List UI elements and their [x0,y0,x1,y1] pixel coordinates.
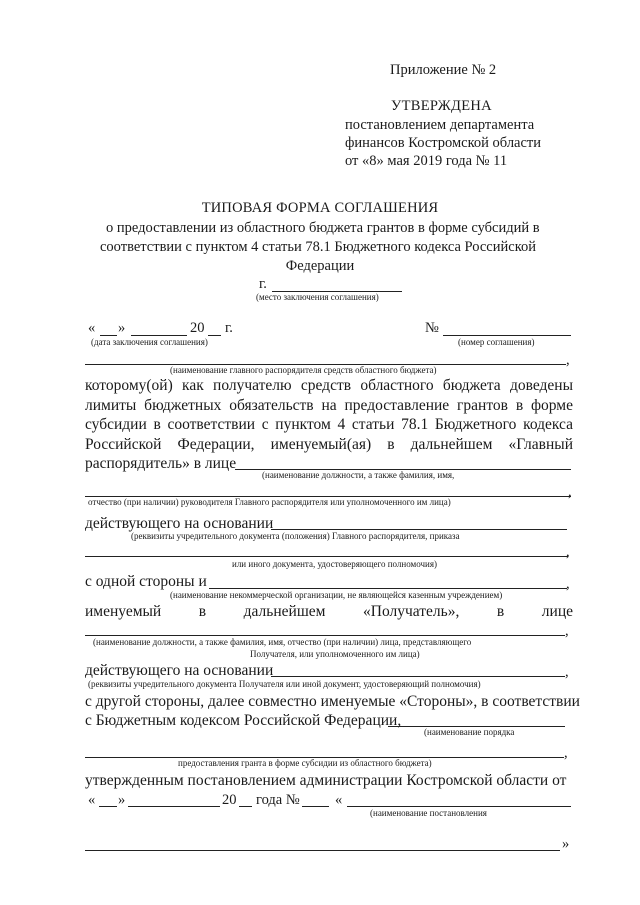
number-sign: № [425,320,439,336]
procedure-caption-2: предоставления гранта в форме субсидии из областного бюджета) [178,758,432,768]
approved-line-2: финансов Костромской области [345,135,542,151]
recipient-head-field[interactable] [85,635,565,636]
resolution-name-field[interactable] [347,806,571,807]
position-caption: (наименование должности, а также фамилия, имя, [262,470,455,480]
other-doc-caption: или иного документа, удостоверяющего полномочия) [232,559,437,569]
closing-quote: » [562,836,570,852]
comma: , [565,623,569,639]
number-caption: (номер соглашения) [458,337,535,347]
recipient-doc-caption: (реквизиты учредительного документа Получателя или иной документ, удостоверяющий полномочия) [88,679,481,689]
date-year-prefix: 20 [190,320,205,336]
date-day-field[interactable] [100,335,117,336]
date-open-quote: « [88,320,96,336]
last-year-prefix: 20 [222,792,237,808]
date-year-field[interactable] [208,335,221,336]
distributor-basis-field-2[interactable] [85,556,568,557]
comma: , [564,745,568,761]
paragraph-1-line-5: распорядитель» в лице [85,455,237,472]
form-title: ТИПОВАЯ ФОРМА СОГЛАШЕНИЯ [201,200,439,216]
approved-label: УТВЕРЖДЕНА [391,98,492,114]
appendix-label: Приложение № 2 [390,62,497,78]
date-caption: (дата заключения соглашения) [91,337,208,347]
acting-basis-label: действующего на основании [85,515,274,532]
other-side-line-1: с другой стороны, далее совместно именуемые «Стороны», в соответствии [85,693,580,710]
resolution-month-field[interactable] [128,806,220,807]
one-side-label: с одной стороны и [85,573,207,590]
title-line-3: Федерации [285,258,355,274]
comma: , [566,544,570,560]
named-recipient-row: именуемый в дальнейшем «Получатель», в лице [85,603,573,620]
patronymic-caption: отчество (при наличии) руководителя Главного распорядителя или уполномоченного им лица) [88,497,451,507]
date-month-field[interactable] [131,335,187,336]
comma: , [568,484,572,500]
resolution-number-field[interactable] [302,806,329,807]
recipient-basis-field[interactable] [271,676,565,677]
nko-name-field[interactable] [209,588,567,589]
last-open-quote: « [88,792,96,808]
date-year-suffix: г. [225,320,233,336]
place-caption: (место заключения соглашения) [256,292,379,302]
comma: , [566,352,570,368]
place-prefix: г. [259,276,267,292]
approved-line-1: постановлением департамента [345,117,535,133]
approved-by-line: утвержденным постановлением администрации Костромской области от [85,772,567,789]
distributor-caption: (наименование главного распорядителя средств областного бюджета) [170,365,437,375]
distributor-basis-field[interactable] [271,529,567,530]
comma: , [565,664,569,680]
title-line-1: о предоставлении из областного бюджета грантов в форме субсидий в [106,220,540,236]
title-line-2: соответствии с пунктом 4 статьи 78.1 Бюджетного кодекса Российской [100,239,537,255]
founding-doc-caption: (реквизиты учредительного документа (положения) Главного распорядителя, приказа [131,531,460,541]
last-year-number: года № [256,792,300,808]
agreement-number-field[interactable] [443,335,571,336]
resolution-day-field[interactable] [99,806,117,807]
paragraph-1-line-4: Российской Федерации, именуемый(ая) в дальнейшем «Главный [85,436,573,453]
paragraph-1-line-3: субсидии в соответствии с пунктом 4 статьи 78.1 Бюджетного кодекса [85,416,573,433]
paragraph-1-line-1: которому(ой) как получателю средств областного бюджета доведены [85,377,573,394]
resolution-open-quote: « [335,792,343,808]
nko-caption: (наименование некоммерческой организации, не являющейся казенным учреждением) [170,590,503,600]
acting-basis-label-2: действующего на основании [85,662,274,679]
procedure-caption-1: (наименование порядка [424,727,515,737]
resolution-caption: (наименование постановления [370,808,487,818]
approved-line-3: от «8» мая 2019 года № 11 [345,153,508,169]
date-close-quote: » [118,320,126,336]
resolution-year-field[interactable] [239,806,252,807]
last-close-quote: » [118,792,126,808]
recipient-caption-2: Получателя, или уполномоченного им лица) [250,649,420,659]
comma: , [566,576,570,592]
other-side-line-2: с Бюджетным кодексом Российской Федерации, [85,712,402,729]
paragraph-1-line-2: лимиты бюджетных обязательств на предоставление грантов в форме [85,397,573,414]
resolution-name-field-2[interactable] [85,850,560,851]
recipient-caption-1: (наименование должности, а также фамилия, имя, отчество (при наличии) лица, представляющего [93,637,472,647]
